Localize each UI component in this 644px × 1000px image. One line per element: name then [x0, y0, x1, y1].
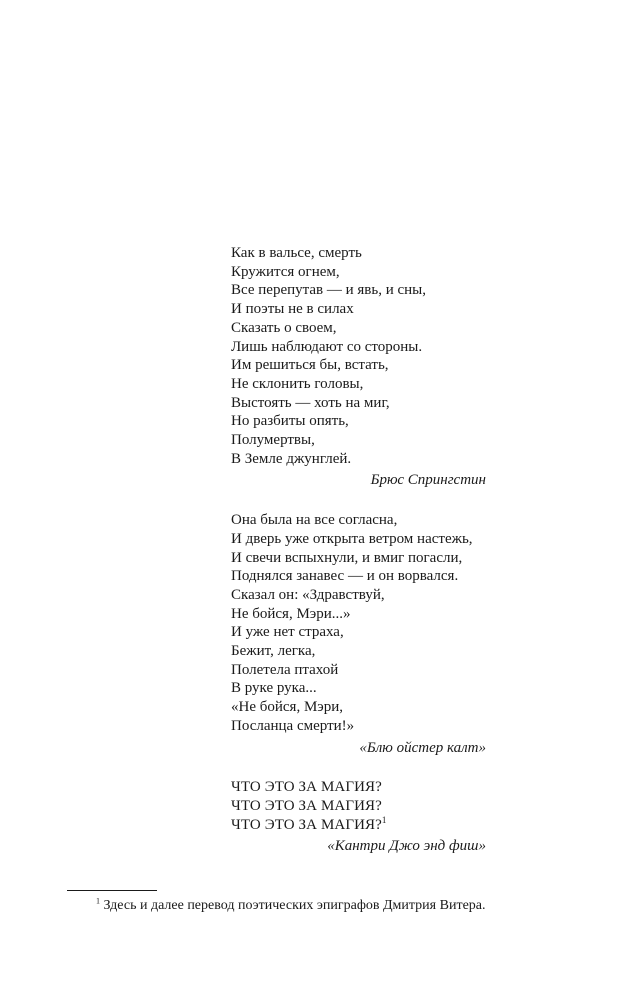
verse-line: Им решиться бы, встать, [231, 357, 389, 374]
epigraph-country-joe [231, 778, 486, 856]
verse-line: Как в вальсе, смерть [231, 245, 362, 261]
verse-line: Но разбиты опять, [231, 413, 349, 430]
verse-line: ЧТО ЭТО ЗА МАГИЯ? [231, 797, 382, 814]
verse-line: Полумертвы, [231, 432, 315, 449]
verse-line: И уже нет страха, [231, 624, 344, 641]
verse-line: И свечи вспыхнули, и вмиг погасли, [231, 549, 463, 566]
epigraphs [231, 244, 486, 856]
verse-line: Не бойся, Мэри...» [231, 605, 351, 622]
attribution: «Блю ойстер калт» [359, 739, 486, 756]
footnote-marker[interactable]: 1 [381, 814, 387, 825]
verse-line: Полетела птахой [231, 661, 339, 678]
verse-line: Сказал он: «Здравствуй, [231, 586, 385, 603]
verse-line: И поэты не в силах [231, 301, 354, 318]
footnote-marker: 1 [96, 896, 100, 906]
verse-line: Лишь наблюдают со стороны. [231, 338, 423, 355]
footnote-text: Здесь и далее перевод поэтических эпиграфов Дмитрия Витера. [103, 898, 486, 913]
attribution: Брюс Спрингстин [370, 472, 486, 489]
footnote [96, 897, 486, 915]
attribution: «Кантри Джо энд фиш» [327, 838, 486, 855]
verse-line: Кружится огнем, [231, 263, 340, 280]
verse-line: «Не бойся, Мэри, [231, 699, 344, 716]
epigraph-blue-oyster-cult [231, 511, 486, 757]
verse-line: Она была на все согласна, [231, 512, 398, 529]
verse-line: Бежит, легка, [231, 643, 316, 660]
verse-line-with-footnote [231, 816, 486, 835]
verse-line: Выстоять — хоть на миг, [231, 394, 390, 411]
verse-line: Не склонить головы, [231, 375, 364, 392]
verse-line: ЧТО ЭТО ЗА МАГИЯ? [231, 779, 382, 796]
verse-line: Посланца смерти!» [231, 717, 355, 734]
verse-line: Все перепутав — и явь, и сны, [231, 282, 426, 299]
verse-line: В руке рука... [231, 680, 317, 697]
verse-line: И дверь уже открыта ветром настежь, [231, 530, 473, 547]
epigraph-springsteen [231, 244, 486, 490]
verse-line: Поднялся занавес — и он ворвался. [231, 568, 459, 585]
verse-line: ЧТО ЭТО ЗА МАГИЯ? [231, 816, 382, 833]
footnote-divider [67, 890, 157, 891]
verse-line: Сказать о своем, [231, 319, 337, 336]
verse-line: В Земле джунглей. [231, 450, 352, 467]
